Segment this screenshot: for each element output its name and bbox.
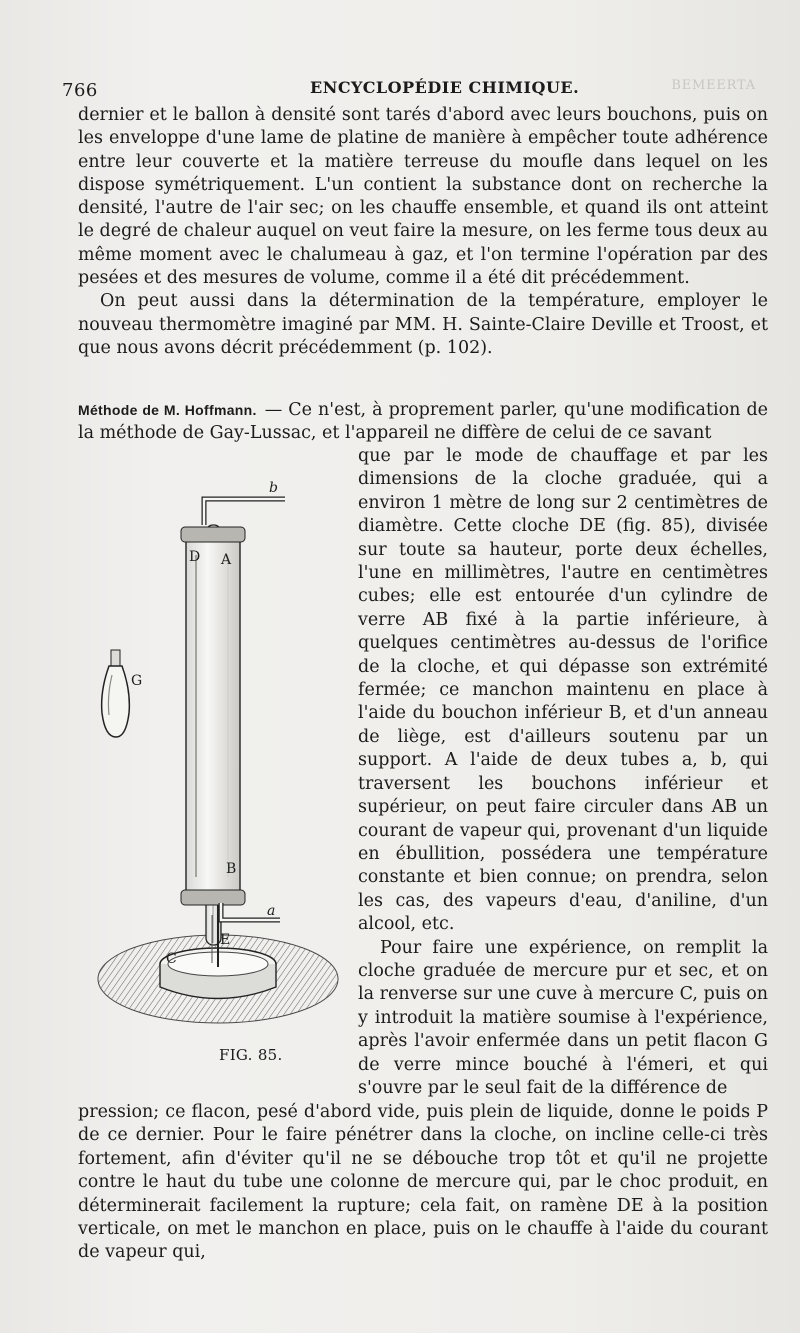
- show-through-text: BEMEERTA: [671, 78, 756, 93]
- flask-g: [102, 650, 130, 737]
- page-header: [60, 78, 760, 106]
- side-paragraph: Pour faire une expérience, on remplit la cloche graduée de mercure pur et sec, et on la renverse sur une cuve à mercure C, puis on y introduit la matière soumise à l'expérience, après l'avoir enfermée dans un petit flacon G de verre mince bouché à l'émeri, et qui s'ouvre par le seul fait de la différence de: [358, 937, 768, 1098]
- section-heading: Méthode de M. Hoffmann.: [78, 402, 257, 418]
- label-b: b: [269, 480, 278, 496]
- label-b-uppercase: B: [226, 861, 237, 877]
- label-c: C: [166, 951, 177, 967]
- label-e: E: [220, 932, 231, 948]
- glass-sleeve: [181, 527, 245, 905]
- continuation-text: pression; ce flacon, pesé d'abord vide, puis plein de liquide, donne le poids P de ce dernier. Pour le faire pénétrer dans la cloche, on incline celle-ci très fortement, afin d'éviter qu'il ne se débouche trop tôt et qu'il ne projette contre le haut du tube une colonne de mercure qui, par le choc produit, en déterminerait facilement la rupture; cela fait, on ramène DE à la position verticale, on met le manchon en place, puis on le chauffe à l'aide du courant de vapeur qui,: [78, 1102, 768, 1263]
- apparatus-illustration: [78, 445, 346, 1075]
- intro-paragraph: dernier et le ballon à densité sont tarés d'abord avec leurs bouchons, puis on les enveloppe d'une lame de platine de manière à empêcher toute adhérence entre leur couverte et la matière terreuse du moufle dans lequel on les dispose symétriquement. L'un contient la substance dont on recherche la densité, l'autre de l'air sec; on les chauffe ensemble, et quand ils ont atteint le degré de chaleur auquel on veut faire la mesure, on les ferme tous deux au même moment avec le chalumeau à gaz, et l'on termine l'opération par des pesées et des mesures de volume, comme il a été dit précédemment.: [78, 105, 768, 289]
- label-a: a: [267, 903, 276, 919]
- intro-paragraph: On peut aussi dans la détermination de la température, employer le nouveau thermomètre imaginé par MM. H. Sainte-Claire Deville et Troost, et que nous avons décrit précédemment (p. 102).: [78, 291, 768, 358]
- section-heading-line: [78, 399, 768, 446]
- main-content: [78, 445, 768, 1263]
- label-d: D: [189, 549, 201, 565]
- figure-side-text: [358, 445, 768, 1100]
- figure-85: [78, 445, 346, 1075]
- page-number: 766: [62, 80, 98, 101]
- section-opening: [78, 399, 768, 446]
- figure-caption: FIG. 85.: [219, 1046, 283, 1064]
- side-paragraph: que par le mode de chauffage et par les dimensions de la cloche graduée, qui a environ 1 mètre de long sur 2 centimètres de diamètre. Cette cloche DE (fig. 85), divisée sur toute sa hauteur, porte deux échelles, l'une en millimètres, l'autre en centimètres cubes; elle est entourée d'un cylindre de verre AB fixé à la partie inférieure, à quelques centimètres au-dessus de l'orifice de la cloche, et qui dépasse son extrémité fermée; ce manchon maintenu en place à l'aide du bouchon inférieur B, et d'un anneau de liège, est d'ailleurs soutenu par un support. A l'aide de deux tubes a, b, qui traversent les bouchons inférieur et supérieur, on peut faire circuler dans AB un courant de vapeur qui, provenant d'un liquide en ébullition, possédera une température constante et bien connue; on prendra, selon les cas, des vapeurs d'eau, d'aniline, d'un alcool, etc.: [358, 446, 768, 935]
- label-g: G: [131, 673, 143, 689]
- label-a-uppercase: A: [221, 552, 232, 568]
- section-intro-text: — Ce n'est, à proprement parler, qu'une modification de la méthode de Gay-Lussac, et l'appareil ne diffère de celui de ce savant: [78, 400, 769, 444]
- running-title: ENCYCLOPÉDIE CHIMIQUE.: [310, 78, 580, 97]
- intro-text: [78, 104, 768, 360]
